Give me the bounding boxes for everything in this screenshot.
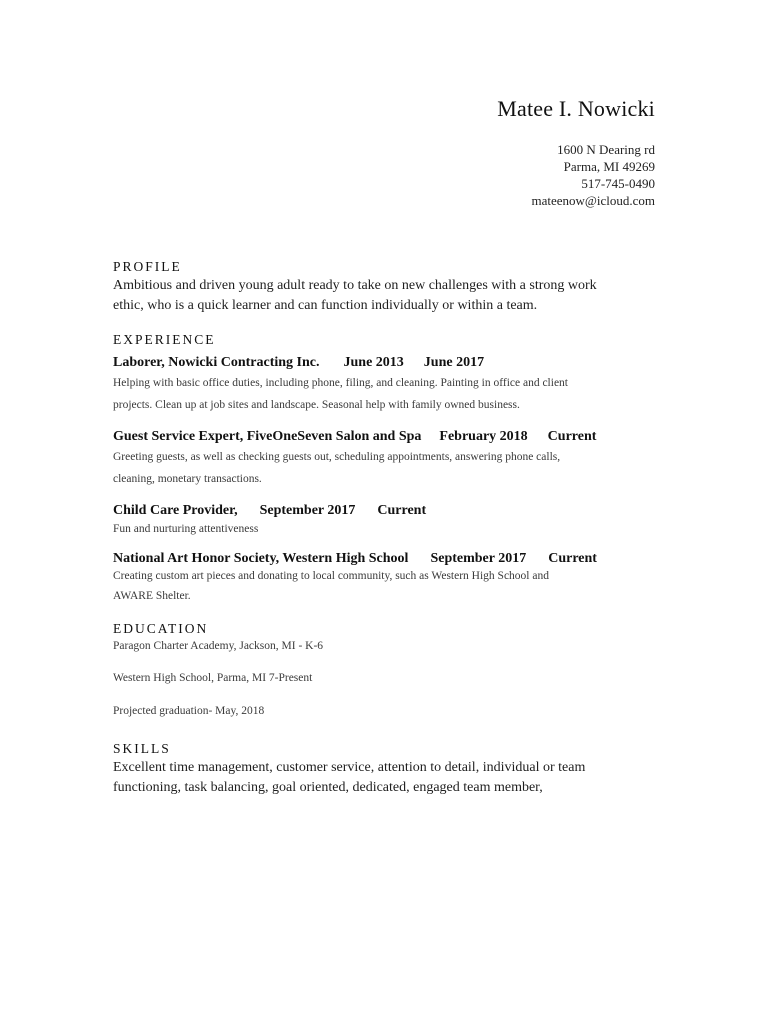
education-item: Paragon Charter Academy, Jackson, MI - K-6 — [113, 640, 324, 652]
job-start-date: February 2018 — [439, 429, 528, 444]
experience-heading: EXPERIENCE — [113, 332, 216, 347]
job-end-date: Current — [547, 429, 597, 444]
city-state-zip: Parma, MI 49269 — [563, 159, 655, 174]
job-entry — [113, 550, 653, 608]
job-description-line: projects. Clean up at job sites and landscape. Seasonal help with family owned business. — [113, 399, 520, 411]
job-entry — [113, 502, 653, 538]
email-address: mateenow@icloud.com — [531, 193, 655, 208]
job-role: Laborer, Nowicki Contracting Inc. — [113, 355, 320, 370]
skills-section — [113, 740, 653, 798]
job-description-line: Creating custom art pieces and donating to local community, such as Western High School and — [113, 570, 549, 582]
job-start-date: September 2017 — [430, 551, 527, 566]
phone-number: 517-745-0490 — [581, 176, 655, 191]
education-item: Western High School, Parma, MI 7-Present — [113, 672, 313, 684]
job-title-line — [113, 502, 653, 520]
education-heading: EDUCATION — [113, 621, 209, 636]
job-description-line: Helping with basic office duties, including phone, filing, and cleaning. Painting in office and client — [113, 377, 568, 389]
profile-line: Ambitious and driven young adult ready to take on new challenges with a strong work — [113, 278, 597, 293]
job-entry — [113, 354, 653, 416]
education-item: Projected graduation- May, 2018 — [113, 705, 265, 717]
job-entry — [113, 428, 653, 490]
job-title-line — [113, 550, 653, 568]
job-role: Child Care Provider, — [113, 503, 238, 518]
skills-line: Excellent time management, customer service, attention to detail, individual or team — [113, 760, 586, 775]
applicant-name: Matee I. Nowicki — [497, 96, 655, 121]
resume-body — [113, 258, 653, 798]
job-description-line: Fun and nurturing attentiveness — [113, 523, 259, 535]
job-start-date: September 2017 — [259, 503, 356, 518]
job-title-line — [113, 428, 653, 446]
job-end-date: Current — [548, 551, 597, 566]
skills-line: functioning, task balancing, goal oriented, dedicated, engaged team member, — [113, 780, 543, 795]
profile-section — [113, 258, 653, 316]
job-role: Guest Service Expert, FiveOneSeven Salon and Spa — [113, 429, 422, 444]
street-address: 1600 N Dearing rd — [557, 142, 655, 157]
experience-section — [113, 331, 653, 608]
profile-line: ethic, who is a quick learner and can function individually or within a team. — [113, 298, 538, 313]
job-description-line: Greeting guests, as well as checking guests out, scheduling appointments, answering phone calls, — [113, 451, 561, 463]
contact-header — [497, 96, 655, 209]
education-section — [113, 620, 653, 719]
skills-heading: SKILLS — [113, 741, 171, 756]
job-title-line — [113, 354, 653, 372]
job-role: National Art Honor Society, Western High School — [113, 551, 409, 566]
job-end-date: Current — [377, 503, 427, 518]
job-end-date: June 2017 — [423, 355, 485, 370]
profile-heading: PROFILE — [113, 259, 182, 274]
job-start-date: June 2013 — [343, 355, 404, 370]
job-description-line: cleaning, monetary transactions. — [113, 473, 262, 485]
job-description-line: AWARE Shelter. — [113, 590, 191, 602]
